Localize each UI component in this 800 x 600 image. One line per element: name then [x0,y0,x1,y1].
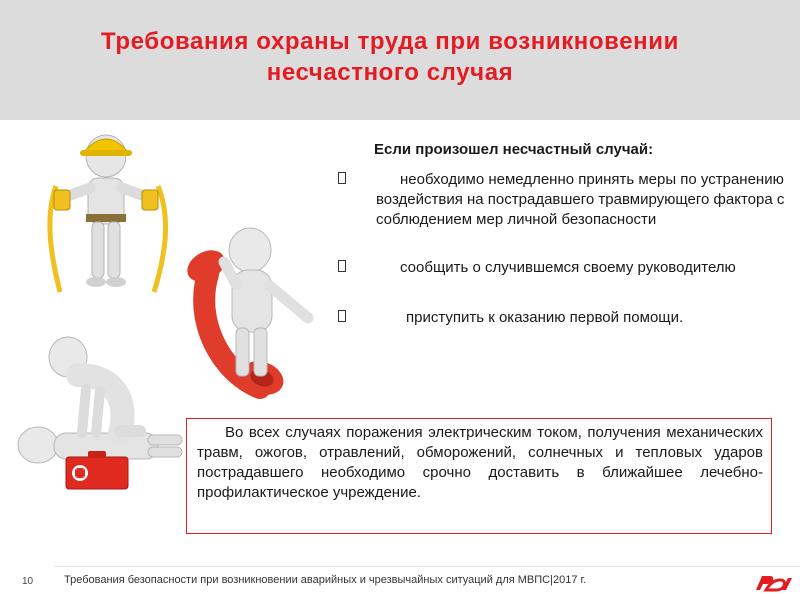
instructions-intro: Если произошел несчастный случай: [374,141,654,158]
rzd-logo [752,572,794,594]
list-item [336,258,796,278]
phone-call-illustration [180,210,330,400]
list-item [336,170,796,230]
title-line-2: несчастного случая [266,59,514,86]
list-item [336,308,796,328]
list-item-text: приступить к оказанию первой помощи. [406,309,684,326]
list-item-text: сообщить о случившемся своему руководителю [400,259,736,276]
list-item-text: необходимо немедленно принять меры по устранению воздействия на пострадавшего травмирующего фактора с соблюдением мер личной безопасности [376,171,785,228]
first-aid-cpr-illustration [8,335,188,500]
instructions-block [336,140,796,328]
notice-box: Во всех случаях поражения электрическим током, получения механических травм, ожогов, отравлений, обморожений, солнечных и тепловых ударов пострадавшего необходимо срочно доставить в ближайшее лечебно-профилактическое учреждение. [186,418,772,534]
title-line-1: Требования охраны труда при возникновении [101,28,679,55]
slide-title [0,26,780,88]
page-number: 10 [22,576,34,587]
footer-divider [54,566,800,567]
list-marker-icon [338,172,346,184]
worker-with-cables-illustration [38,128,178,298]
list-marker-icon [338,310,346,322]
list-marker-icon [338,260,346,272]
footer-text: Требования безопасности при возникновении аварийных и чрезвычайных ситуаций для МВПС|2017 г. [64,574,587,586]
